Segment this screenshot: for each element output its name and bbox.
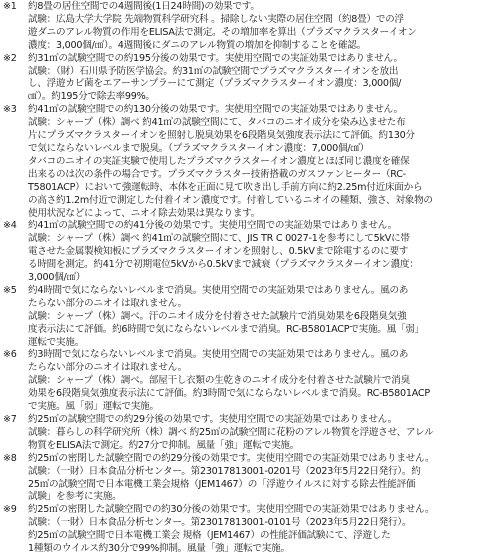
footnote-line: 片にプラズマクラスターイオンを照射し脱臭効果を6段階臭気強度表示法にて評価。約130分: [28, 130, 415, 142]
footnote: [3, 285, 497, 350]
footnote-line: で実施。風「弱」運転で実施。: [28, 401, 159, 413]
footnote-body: [28, 285, 497, 350]
footnote-line: る時間を測定。約41分で初期電位5kVから0.5kVまで減衰（プラズマクラスターイオン濃度：: [28, 259, 419, 271]
footnote-marker: ※9: [3, 504, 17, 516]
footnote-marker: ※1: [3, 1, 17, 12]
footnote-line: 試験：シャープ（株）調べ 約41㎥の試験空間にて、タバコのニオイ成分を染み込ませた布: [28, 117, 406, 129]
footnote-line: 物質をELISA法で測定。約27分で抑制。風量「強」運転で実施。: [28, 439, 300, 451]
footnote-line: 試験：（財）石川県予防医学協会。約31㎥の試験空間でプラズマクラスターイオンを放出: [28, 65, 399, 77]
footnote-line: 約25㎥の密閉した試験空間での約29分後の効果です。実使用空間での実証効果ではありません。: [28, 452, 435, 464]
footnote: [3, 220, 497, 285]
footnote-line: の高さ約1.2m付近で測定した付着イオン濃度です。付着しているニオイの種類、強さ、対象物の: [28, 194, 433, 206]
footnote-line: 1種類のウイルス約30分で99%抑制。風量「強」運転で実施。: [28, 543, 290, 555]
footnote-body: [28, 504, 497, 556]
footnote-body: [28, 349, 497, 414]
footnote-line: 約25㎥の密閉した試験空間での約30分後の効果です。実使用空間での実証効果ではありません。: [28, 504, 435, 516]
footnote-marker: ※5: [3, 284, 17, 296]
footnote-line: 濃度：3,000個/㎤）。4週間後にダニのアレル物質の増加を抑制することを確認。: [28, 39, 366, 51]
footnote-body: [28, 220, 497, 285]
footnote-body: [28, 1, 497, 53]
footnote-line: T5801ACP）において強運転時、本体を正面に見て吹き出し手前方向に約2.25m付近床面から: [28, 181, 423, 193]
footnote-line: 試験」を参考に実施。: [28, 491, 122, 503]
footnote-line: 試験：シャープ（株）調べ。汗のニオイ成分を付着させた試験片で消臭効果を6段階臭気強: [28, 310, 407, 322]
footnote-line: 試験：シャープ（株）調べ。部屋干し衣類の生乾きのニオイ成分を付着させた試験片で消臭: [28, 375, 410, 387]
footnote-line: 約25㎥の試験空間での約29分後の効果です。実使用空間での実証効果ではありません。: [28, 414, 397, 425]
footnote: [3, 1, 497, 53]
footnote: [3, 414, 497, 453]
footnote-marker: ※8: [3, 452, 17, 464]
footnote-line: 試験：暮らしの科学研究所（株）調べ 約25㎥の試験空間に花粉のアレル物質を浮遊させ、アレル: [28, 426, 434, 438]
footnote-marker: ※3: [3, 104, 17, 116]
footnote-line: 使用状況などによって、ニオイ除去効果は異なります。: [28, 207, 261, 219]
footnote-line: 約25㎥の試験空間で日本電機工業会 規格（JEM1467）の性能評価試験にて、浮遊した: [28, 530, 391, 542]
footnote-marker: ※4: [3, 220, 17, 232]
footnote-line: 度表示法にて評価。約6時間で気にならないレベルまで消臭。RC-B5801ACPで実施。風「弱」: [28, 323, 425, 335]
footnote-marker: ※7: [3, 414, 17, 425]
footnote-body: [28, 453, 497, 505]
footnote-line: 出来るのは次の条件の場合です。プラズマクラスター技術搭載のガスファンヒーター（RC-: [28, 168, 406, 180]
footnote-line: 約8畳の居住空間での4週間後(1日24時間)の効果です。: [28, 1, 260, 12]
footnote-line: 3,000個/㎤）: [28, 272, 86, 284]
footnote-marker: ※2: [3, 52, 17, 64]
footnote-line: 試験：（一財）日本食品分析センター。第23017813001-0101号（2023年5月22日発行）。: [28, 517, 412, 529]
footnote-line: 25㎥の試験空間で日本電機工業会規格（JEM1467）の「浮遊ウイルスに対する除去性能評価: [28, 478, 416, 490]
footnote: [3, 349, 497, 414]
footnote-body: [28, 414, 497, 453]
footnote-line: 遊ダニのアレル物質の作用をELISA法で測定。その増加率を算出（プラズマクラスターイオン: [28, 26, 417, 38]
footnote-line: タバコのニオイの実証実験で使用したプラズマクラスターイオン濃度とほぼ同じ濃度を確保: [28, 155, 410, 167]
footnote-line: 電させた金属製検知板にプラズマクラスターイオンを照射し、0.5kVまで除電するのに要す: [28, 246, 409, 258]
footnote-line: 約41㎥の試験空間での約130分後の効果です。実使用空間での実証効果ではありません。: [28, 104, 403, 116]
footnote-line: 試験：広島大学大学院 先端物質科学研究科 。掃除しない実際の居住空間（約8畳）での浮: [28, 13, 404, 25]
footnote-line: たらない部分のニオイは取れません。: [28, 362, 187, 374]
footnote: [3, 504, 497, 556]
footnote-line: 約3時間で気にならないレベルまで消臭。実使用空間での実証効果ではありません。風のあ: [28, 349, 409, 361]
footnote-body: [28, 104, 497, 220]
footnote-line: 効果を6段階臭気強度表示法にて評価。約3時間で気にならないレベルまで消臭。RC-B5801ACP: [28, 388, 430, 400]
footnote-line: 約31㎥の試験空間での約195分後の効果です。実使用空間での実証効果ではありません。: [28, 52, 403, 64]
footnote-line: で気にならないレベルまで脱臭。（プラズマクラスターイオン濃度：7,000個/㎤）: [28, 142, 370, 154]
footnote-line: 試験：（一財）日本食品分析センター。第23017813001-0201号（2023年5月22日発行）。約: [28, 465, 421, 477]
footnote-line: 約4時間で気にならないレベルまで消臭。実使用空間での実証効果ではありません。風のあ: [28, 284, 409, 296]
footnote: [3, 53, 497, 105]
footnote-line: し、浮遊カビ菌をエアーサンプラーにて測定（プラズマクラスターイオン濃度：3,000個/: [28, 78, 402, 90]
footnote-line: たらない部分のニオイは取れません。: [28, 297, 187, 309]
footnote-marker: ※6: [3, 349, 17, 361]
footnote-body: [28, 53, 497, 105]
footnote-line: 約41㎥の試験空間での約41分後の効果です。実使用空間での実証効果ではありません。: [28, 220, 397, 232]
footnote-line: 試験：シャープ（株）調べ 約41㎥の試験空間にて、JIS TR C 0027-1を参考にして5kVに帯: [28, 233, 410, 245]
footnote-line: ㎤）。約195分で除去率99%。: [28, 91, 155, 103]
footnote-line: 運転で実施。: [28, 336, 85, 348]
footnote: [3, 453, 497, 505]
footnote: [3, 104, 497, 220]
